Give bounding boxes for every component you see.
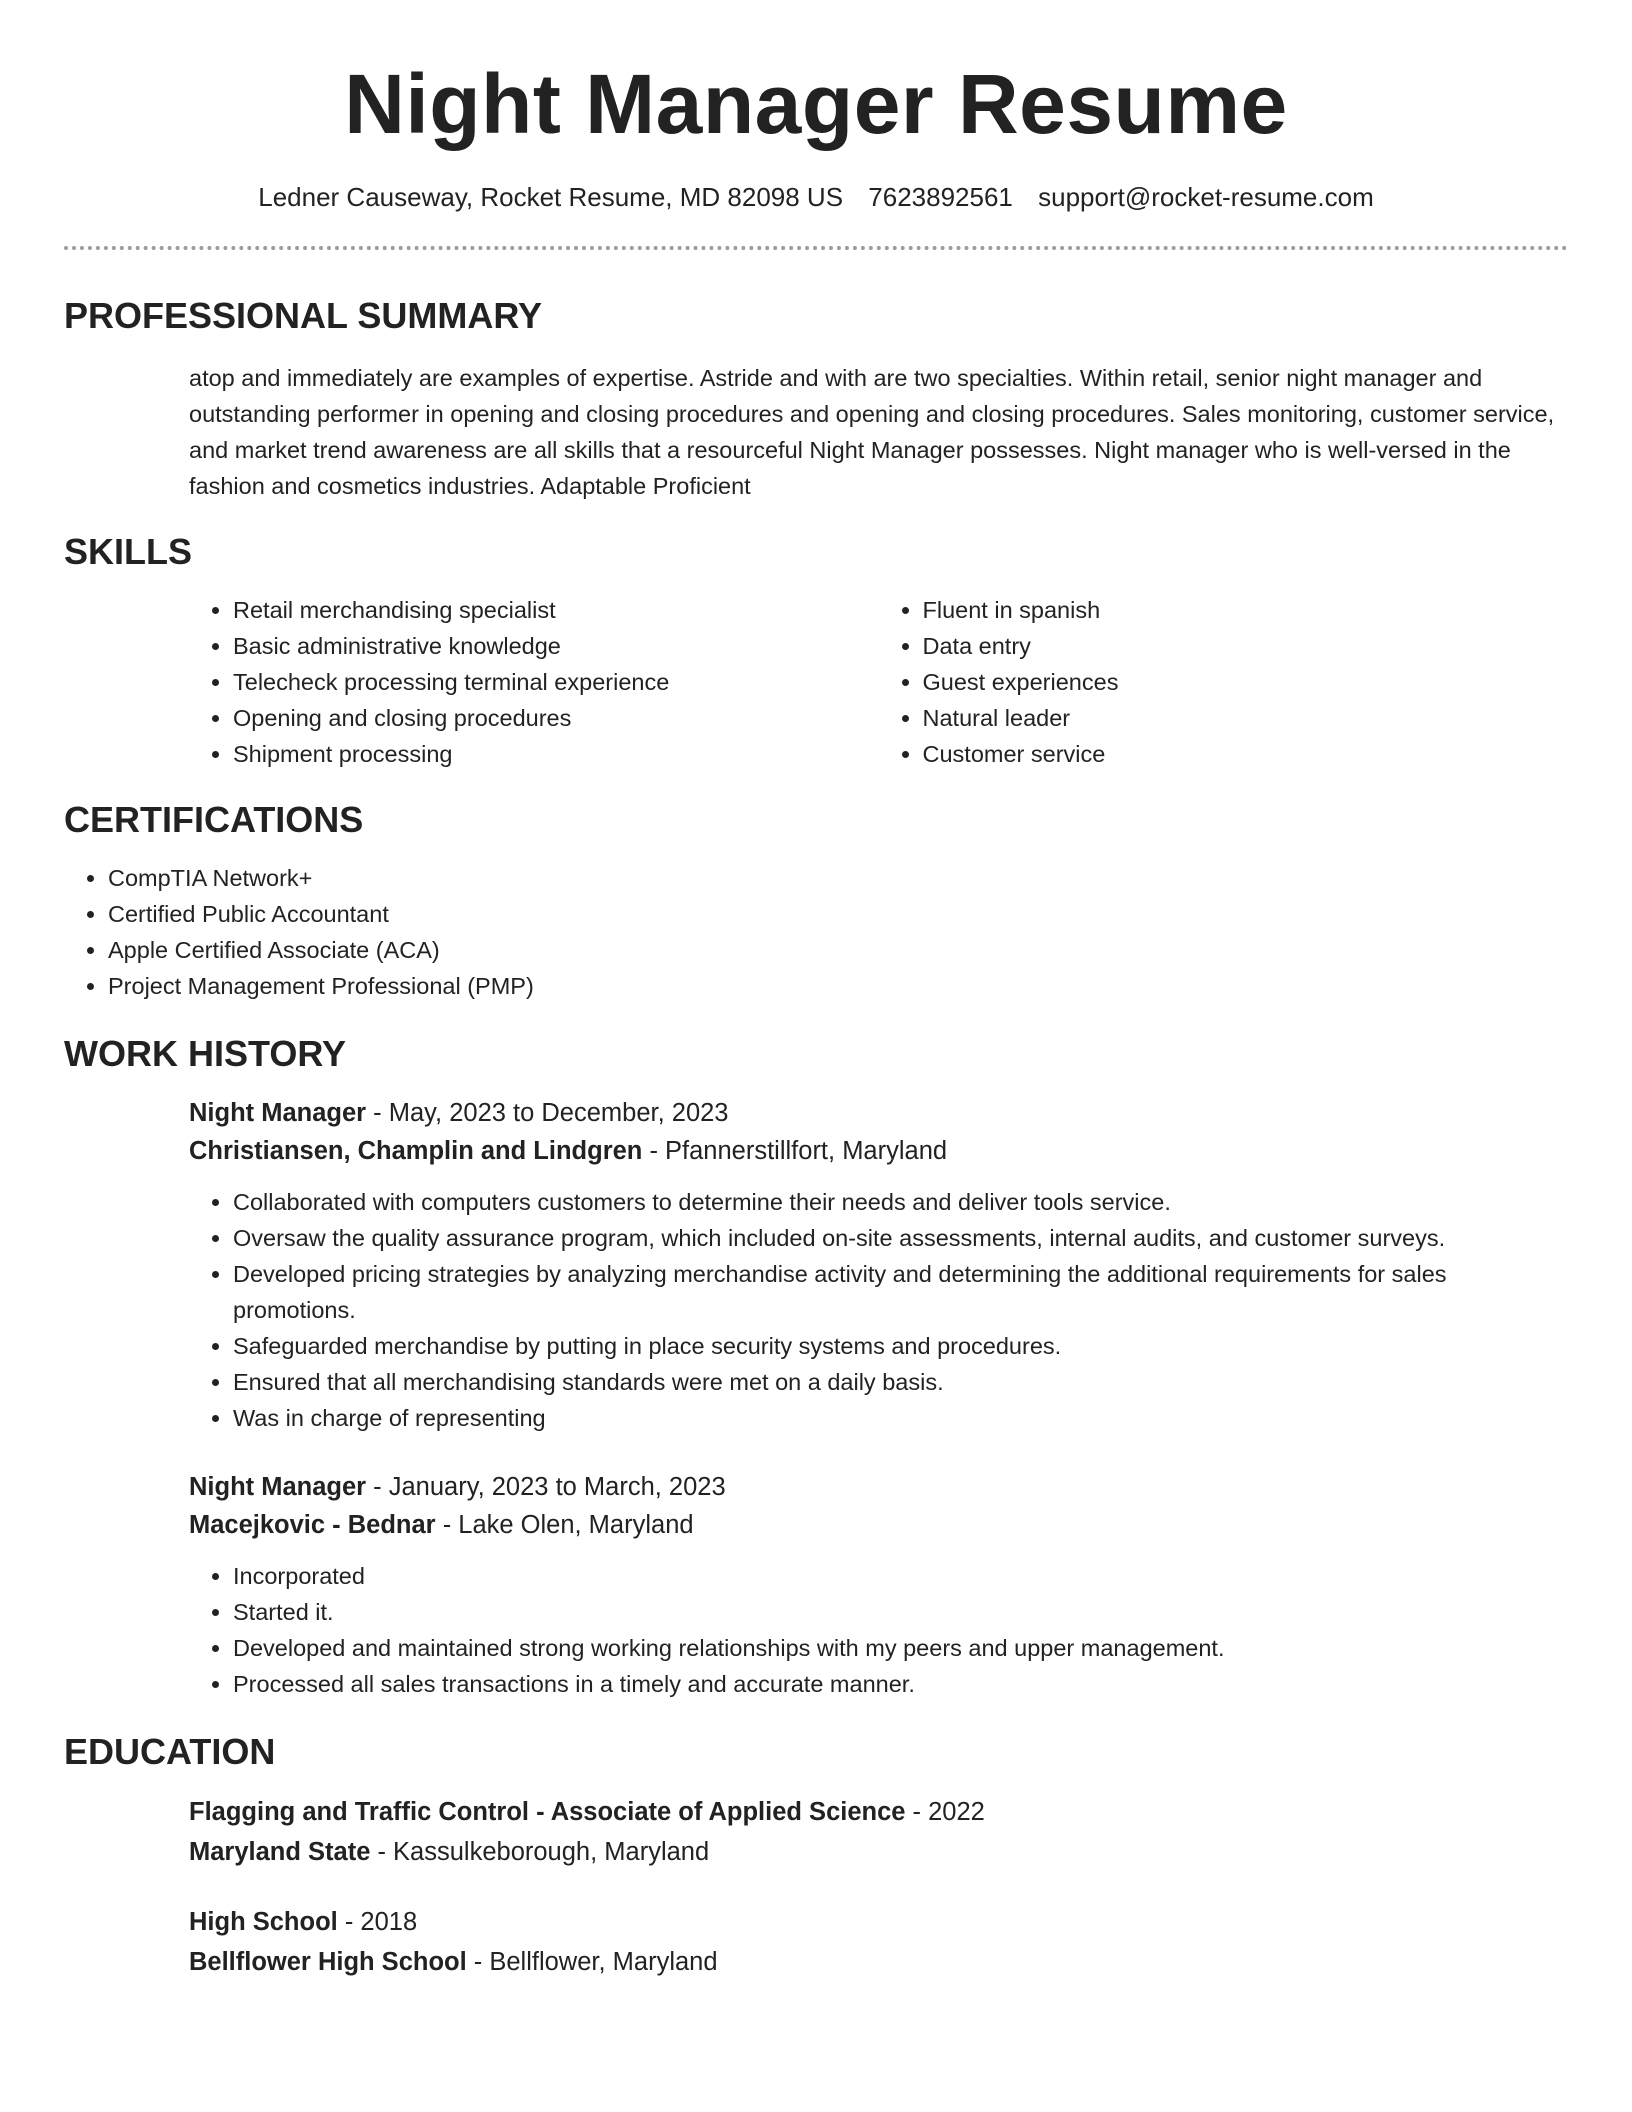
summary-text: atop and immediately are examples of expertise. Astride and with are two specialties. Within retail, senior night manager and outstanding performer in opening and closing procedures and opening and closing procedures. Sales monitoring, customer service, and market trend awareness are all skills that a resourceful Night Manager possesses. Night manager who is well-versed in the fashion and cosmetics industries. Adaptable Proficient <box>189 365 1555 499</box>
education-degree: High School <box>189 1908 338 1936</box>
skill-item: • Guest experiences <box>923 664 1569 700</box>
skills-grid <box>189 592 1568 772</box>
job-bullet: • Ensured that all merchandising standards were met on a daily basis. <box>233 1364 1568 1400</box>
skill-item: • Natural leader <box>923 700 1569 736</box>
section-title-certifications: CERTIFICATIONS <box>64 799 364 840</box>
job-bullets <box>189 1184 1568 1436</box>
contact-email: support@rocket-resume.com <box>1038 182 1374 212</box>
job-company: Macejkovic - Bednar <box>189 1511 436 1539</box>
contact-phone: 7623892561 <box>868 182 1013 212</box>
certification-item: • CompTIA Network+ <box>108 860 1568 896</box>
skills-list-right <box>879 592 1569 772</box>
job-bullet: • Collaborated with computers customers to determine their needs and deliver tools service. <box>233 1184 1568 1220</box>
job-location: - Pfannerstillfort, Maryland <box>642 1137 948 1165</box>
skill-item: • Basic administrative knowledge <box>233 628 879 664</box>
section-title-education: EDUCATION <box>64 1731 276 1772</box>
education-school-line <box>189 1832 1568 1872</box>
job-bullet: • Incorporated <box>233 1558 1568 1594</box>
job-bullet: • Developed pricing strategies by analyzing merchandise activity and determining the additional requirements for sales promotions. <box>233 1256 1568 1328</box>
skill-item: • Retail merchandising specialist <box>233 592 879 628</box>
education-degree: Flagging and Traffic Control - Associate of Applied Science <box>189 1798 906 1826</box>
job-location: - Lake Olen, Maryland <box>435 1511 694 1539</box>
job-company-line <box>189 1506 1568 1544</box>
education-entry <box>189 1792 1568 1872</box>
contact-line <box>64 180 1568 214</box>
job-bullet: • Started it. <box>233 1594 1568 1630</box>
education-location: - Bellflower, Maryland <box>466 1948 718 1976</box>
skill-item: • Fluent in spanish <box>923 592 1569 628</box>
job-title: Night Manager <box>189 1099 367 1127</box>
education-entry <box>189 1902 1568 1982</box>
job-dates: - January, 2023 to March, 2023 <box>366 1473 726 1501</box>
education-degree-line <box>189 1792 1568 1832</box>
resume-title: Night Manager Resume <box>344 57 1288 151</box>
certification-item: • Project Management Professional (PMP) <box>108 968 1568 1004</box>
section-title-summary: PROFESSIONAL SUMMARY <box>64 295 543 336</box>
skill-item: • Opening and closing procedures <box>233 700 879 736</box>
job-title-line <box>189 1468 1568 1506</box>
section-title-work-history: WORK HISTORY <box>64 1033 347 1074</box>
skill-item: • Customer service <box>923 736 1569 772</box>
job-title: Night Manager <box>189 1473 367 1501</box>
job-bullets <box>189 1558 1568 1702</box>
contact-address: Ledner Causeway, Rocket Resume, MD 82098 US <box>258 182 844 212</box>
education-location: - Kassulkeborough, Maryland <box>370 1838 710 1866</box>
education-school-line <box>189 1942 1568 1982</box>
job-entry <box>189 1468 1568 1702</box>
education-year: - 2022 <box>905 1798 985 1826</box>
job-company: Christiansen, Champlin and Lindgren <box>189 1137 643 1165</box>
skill-item: • Telecheck processing terminal experience <box>233 664 879 700</box>
education-year: - 2018 <box>337 1908 418 1936</box>
skill-item: • Data entry <box>923 628 1569 664</box>
job-bullet: • Was in charge of representing <box>233 1400 1568 1436</box>
skills-list-left <box>189 592 879 772</box>
header-divider <box>64 246 1568 250</box>
job-company-line <box>189 1132 1568 1170</box>
resume-page <box>64 0 1568 1982</box>
job-dates: - May, 2023 to December, 2023 <box>366 1099 729 1127</box>
certification-item: • Certified Public Accountant <box>108 896 1568 932</box>
education-degree-line <box>189 1902 1568 1942</box>
job-bullet: • Safeguarded merchandise by putting in place security systems and procedures. <box>233 1328 1568 1364</box>
job-bullet: • Developed and maintained strong working relationships with my peers and upper management. <box>233 1630 1568 1666</box>
education-school: Bellflower High School <box>189 1948 467 1976</box>
job-entry <box>189 1094 1568 1436</box>
certifications-list <box>64 860 1568 1004</box>
certification-item: • Apple Certified Associate (ACA) <box>108 932 1568 968</box>
job-title-line <box>189 1094 1568 1132</box>
job-bullet: • Processed all sales transactions in a timely and accurate manner. <box>233 1666 1568 1702</box>
education-school: Maryland State <box>189 1838 371 1866</box>
job-bullet: • Oversaw the quality assurance program, which included on-site assessments, internal audits, and customer surveys. <box>233 1220 1568 1256</box>
skill-item: • Shipment processing <box>233 736 879 772</box>
section-title-skills: SKILLS <box>64 531 193 572</box>
